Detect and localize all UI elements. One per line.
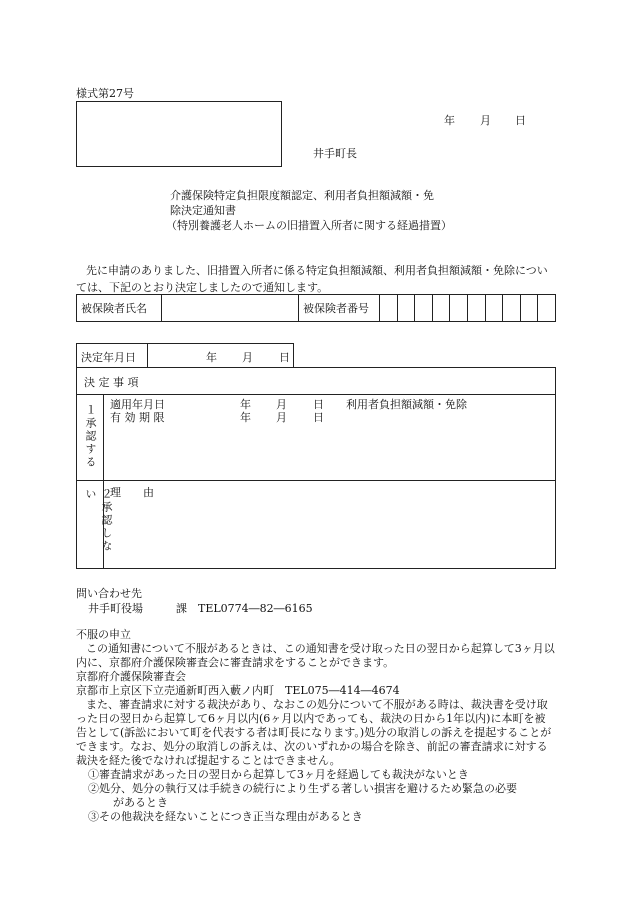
valid-year: 年 (240, 411, 251, 424)
appeal-org: 京都府介護保険審査会 (76, 670, 186, 683)
issue-year: 年 (444, 114, 455, 127)
decision-date-label: 決定年月日 (81, 351, 136, 364)
digit-cell (397, 295, 415, 322)
digit-cell (503, 295, 521, 322)
deny-label: ２承認しない (84, 488, 113, 553)
intro-text: 先に申請のありました、旧措置入所者に係る特定負担額減額、利用者負担額減額・免除については、下記のとおり決定しましたので通知します。 (76, 264, 548, 294)
title-line-1: 介護保険特定負担限度額認定、利用者負担額減額・免 (170, 189, 434, 202)
insured-table (76, 294, 556, 322)
document-title (166, 188, 452, 233)
title-line-3: （特別養護老人ホームの旧措置入所者に関する経過措置） (166, 219, 452, 232)
title-line-2: 除決定通知書 (170, 204, 236, 217)
appeal-item-1: ①審査請求があった日の翌日から起算して3ヶ月を経過しても裁決がないとき (88, 768, 469, 781)
inquiry-contact: 井手町役場 課 TEL0774―82―6165 (88, 602, 313, 615)
decision-day: 日 (279, 351, 290, 364)
insured-name-label: 被保険者氏名 (77, 295, 162, 322)
appeal-item-2a: ②処分、処分の執行又は手続きの続行により生ずる著しい損害を避けるため緊急の必要 (88, 782, 517, 795)
digit-cell (467, 295, 485, 322)
appeal-title: 不服の申立 (76, 628, 131, 641)
digit-cell (415, 295, 433, 322)
applicable-date-label: 適用年月日 (110, 398, 165, 411)
inquiry-section (76, 586, 313, 616)
appeal-item-2b: があるとき (113, 796, 168, 809)
reduction-label: 利用者負担額減額・免除 (346, 398, 467, 411)
valid-day: 日 (313, 411, 324, 424)
applicable-month: 月 (276, 398, 287, 411)
decision-items-label: 決 定 事 項 (84, 376, 139, 389)
digit-cell (538, 295, 556, 322)
appeal-org-address: 京都市上京区下立売通新町西入藪ノ内町 TEL075―414―4674 (76, 684, 400, 697)
form-number: 様式第27号 (76, 87, 134, 100)
inquiry-title: 問い合わせ先 (76, 587, 142, 600)
insured-name-field (162, 295, 299, 322)
digit-cell (520, 295, 538, 322)
appeal-paragraph-1: この通知書について不服があるときは、この通知書を受け取った日の翌日から起算して3ヶ月以内に、京都府介護保険審査会に審査請求をすることができます。 (76, 642, 555, 669)
appeal-paragraph-2: また、審査請求に対する裁決があり、なおこの処分について不服がある時は、裁決書を受け取った日の翌日から起算して6ヶ月以内(6ヶ月以内であっても、裁決の日から1年以内)に本町を被告として(訴訟において町を代表する者は町長になります。)処分の取消しの訴えを提起することができます。なお、処分の取消しの訴えは、次のいずれかの場合を除き、前記の審査請求に対する裁決を経た後でなければ提起することはできません。 (76, 698, 552, 767)
reason-label: 理 由 (110, 486, 154, 499)
mayor-name: 井手町長 (313, 147, 357, 160)
applicable-day: 日 (313, 398, 324, 411)
applicable-year: 年 (240, 398, 251, 411)
digit-cell (432, 295, 450, 322)
appeal-item-3: ③その他裁決を経ないことにつき正当な理由があるとき (88, 810, 363, 823)
digit-cell (485, 295, 503, 322)
approve-deny-divider (76, 480, 556, 481)
decision-month: 月 (242, 351, 253, 364)
valid-month: 月 (276, 411, 287, 424)
valid-period-label: 有 効 期 限 (110, 411, 165, 424)
address-box (76, 101, 282, 167)
appeal-section (76, 628, 556, 824)
items-header-divider (76, 394, 556, 395)
digit-cell (380, 295, 398, 322)
insured-number-label: 被保険者番号 (299, 295, 380, 322)
issue-day: 日 (515, 114, 526, 127)
digit-cell (450, 295, 468, 322)
decision-year: 年 (206, 351, 217, 364)
issue-month: 月 (480, 114, 491, 127)
approve-label: １承認する (84, 404, 97, 469)
